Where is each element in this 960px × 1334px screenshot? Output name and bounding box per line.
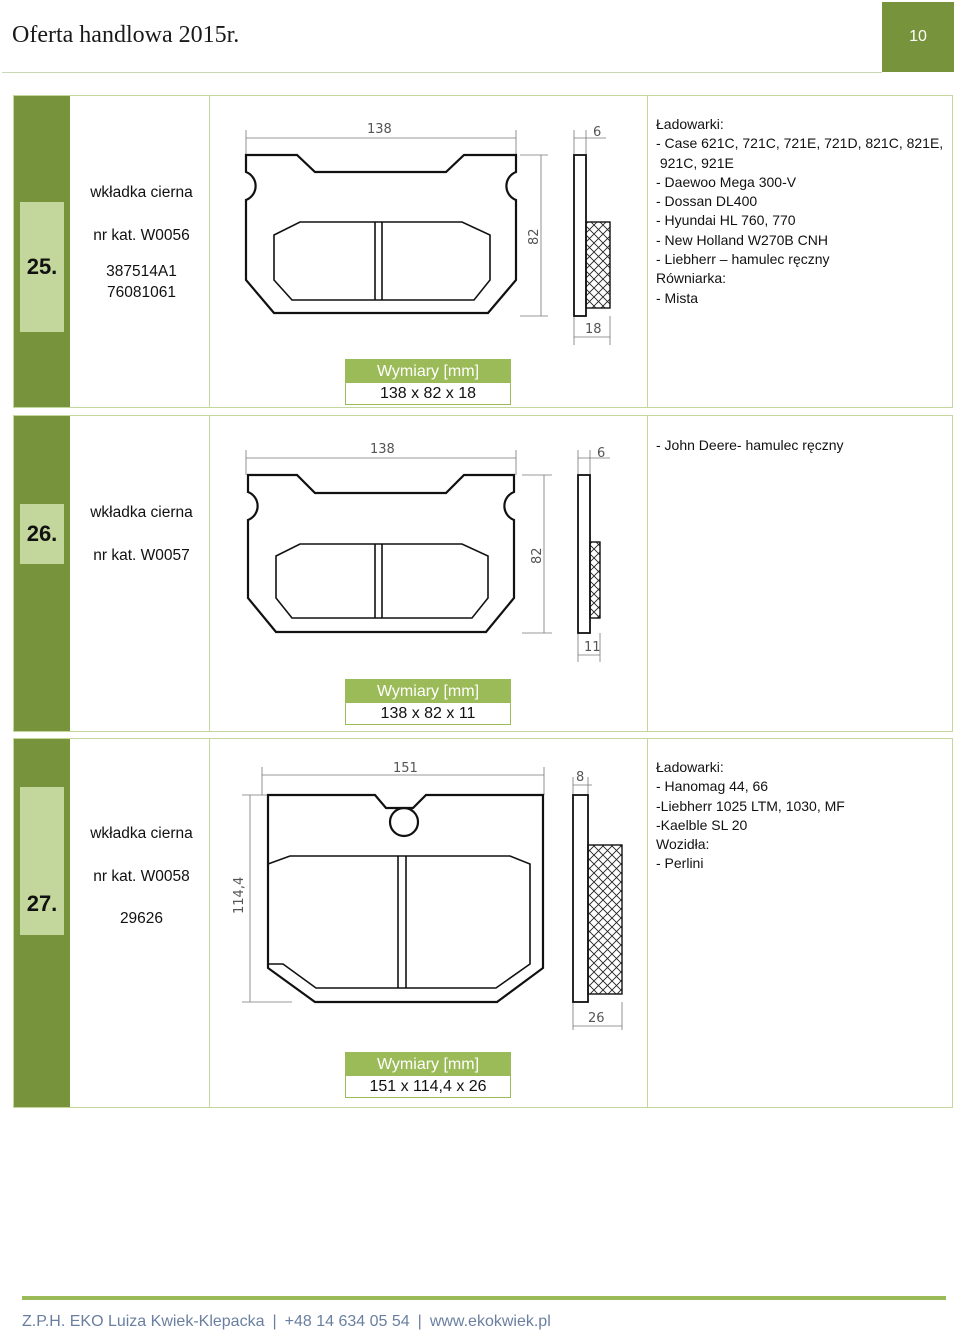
friction-hatch (588, 845, 622, 994)
height-dimension-label: 82 (530, 547, 545, 564)
application-line: - Hanomag 44, 66 (656, 778, 769, 795)
application-line: Wozidła: (656, 836, 710, 853)
application-line: Ładowarki: (656, 116, 724, 132)
product-number: 26. (20, 504, 64, 564)
dimensions-value: 138 x 82 x 11 (346, 703, 510, 724)
application-line: - New Holland W270B CNH (656, 231, 828, 248)
product-type: wkładka cierna (90, 184, 193, 201)
product-type: wkładka cierna (90, 825, 193, 842)
part-code: 387514A1 (106, 263, 177, 281)
application-line: - John Deere- hamulec ręczny (656, 437, 844, 453)
company-name: Z.P.H. EKO Luiza Kwiek-Klepacka (22, 1313, 265, 1330)
footer-divider (22, 1296, 946, 1300)
page-number: 10 (882, 2, 954, 72)
application-line: - Perlini (656, 855, 704, 872)
height-dimension-label: 114,4 (232, 876, 247, 914)
thickness-dimension-label: 26 (588, 1011, 605, 1026)
product-type: wkładka cierna (90, 504, 193, 521)
application-line: -Liebherr 1025 LTM, 1030, MF (656, 797, 845, 814)
thickness-dimension-label: 18 (585, 322, 602, 337)
application-line: - Liebherr – hamulec ręczny (656, 251, 830, 268)
plate-dimension-label: 6 (597, 446, 606, 461)
part-code: 29626 (119, 910, 164, 928)
application-line: -Kaelble SL 20 (656, 816, 748, 833)
catalog-number: nr kat. W0057 (93, 546, 190, 564)
dimensions-value: 151 x 114,4 x 26 (346, 1076, 510, 1097)
friction-surface (268, 856, 530, 988)
dimensions-label: Wymiary [mm] (346, 680, 510, 703)
website-link[interactable]: www.ekokwiek.pl (429, 1313, 551, 1330)
application-line: Równiarka: (656, 270, 727, 287)
product-number: 27. (20, 787, 64, 935)
application-line: - Daewoo Mega 300-V (656, 173, 797, 190)
catalog-number: nr kat. W0056 (93, 226, 190, 244)
mounting-hole (390, 808, 418, 836)
thickness-dimension-label: 11 (584, 640, 601, 655)
application-line: - Mista (656, 289, 698, 306)
part-code: 76081061 (107, 283, 176, 301)
dimensions-label: Wymiary [mm] (346, 1053, 510, 1076)
dimensions-label: Wymiary [mm] (346, 360, 510, 383)
width-dimension-label: 138 (370, 442, 395, 457)
product-number: 25. (20, 202, 64, 332)
footer: Z.P.H. EKO Luiza Kwiek-Klepacka | +48 14 634 05 54 | www.ekokwiek.pl (22, 1313, 551, 1330)
application-line: - Dossan DL400 (656, 193, 758, 210)
document-title: Oferta handlowa 2015r. (12, 22, 240, 48)
application-line: 921C, 921E (656, 154, 734, 171)
catalog-number: nr kat. W0058 (93, 867, 190, 885)
pad-side-view (573, 795, 588, 1002)
plate-dimension-label: 8 (576, 770, 585, 785)
height-dimension-label: 82 (527, 228, 542, 245)
width-dimension-label: 138 (367, 122, 392, 137)
plate-dimension-label: 6 (593, 125, 602, 140)
application-line: Ładowarki: (656, 759, 724, 775)
dimensions-value: 138 x 82 x 18 (346, 383, 510, 404)
application-line: - Case 621C, 721C, 721E, 721D, 821C, 821E, (656, 135, 944, 152)
application-line: - Hyundai HL 760, 770 (656, 212, 796, 229)
phone-number: +48 14 634 05 54 (284, 1313, 410, 1330)
width-dimension-label: 151 (393, 761, 418, 776)
